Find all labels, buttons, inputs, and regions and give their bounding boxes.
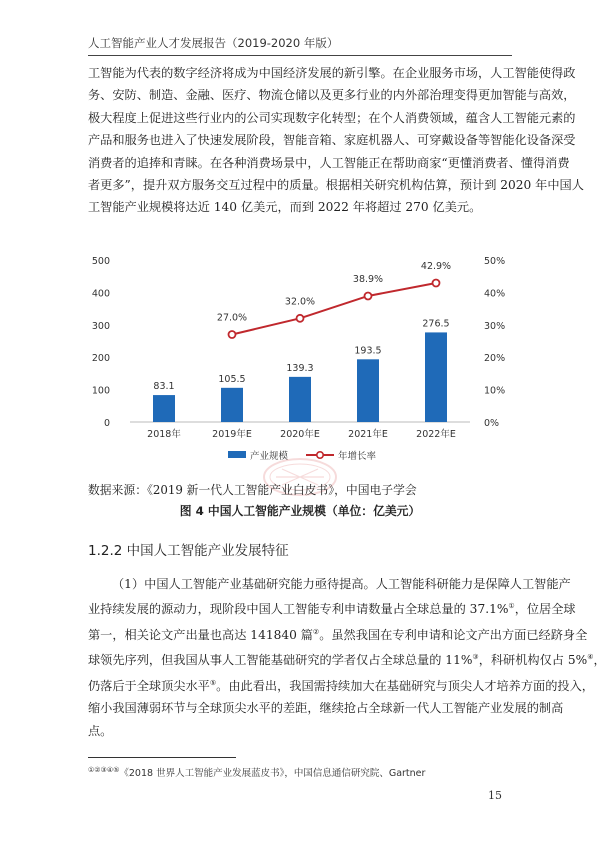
right-tick-label: 30% [484,320,506,332]
text-run: 球领先序列，但我国从事人工智能基础研究的学者仅占全球总量的 11% [88,653,473,668]
paragraph-1-line: 产品和服务也进入了快速发展阶段，智能音箱、家庭机器人、可穿戴设备等智能化设备深受 [88,133,576,148]
paragraph-2-line: 点。 [88,723,113,738]
text-run: ， [593,653,606,668]
paragraph-2-line [88,621,588,646]
growth-rate-point [365,292,372,299]
paragraph-1-line: 消费者的追捧和青睐。在各种消费场景中，人工智能正在帮助商家“更懂消费者、懂得消费 [88,155,570,170]
footnote-marks: ①②③④⑤ [88,765,120,774]
left-tick-label: 300 [91,320,110,332]
figure-caption: 图 4 中国人工智能产业规模（单位：亿美元） [179,504,421,518]
paragraph-1-line: 者更多”，提升双方服务交互过程中的质量。根据相关研究机构估算，预计到 2020 年中国人 [88,178,584,193]
paragraph-2-line: （1）中国人工智能产业基础研究能力亟待提高。人工智能科研能力是保障人工智能产 [112,577,571,591]
bar-value-label: 276.5 [422,318,450,330]
footnote-mark[interactable]: ③ [472,653,479,662]
footnote-mark[interactable]: ⑤ [209,678,217,687]
paragraph-2 [88,573,606,742]
section-heading: 1.2.2 中国人工智能产业发展特征 [88,543,289,559]
growth-rate-point [297,315,304,322]
industry-scale-chart [88,250,512,475]
left-tick-label: 200 [91,353,110,365]
bar-value-label: 139.3 [286,362,314,374]
footnote-mark[interactable]: ① [508,602,515,611]
category-label: 2018年 [147,429,181,440]
paragraph-2-line: 缩小我国薄弱环节与全球顶尖水平的差距，继续抢占全球新一代人工智能产业发展的制高 [88,701,564,716]
growth-rate-point [433,280,440,287]
header-rule [88,55,512,56]
footnote-mark[interactable]: ② [312,627,320,636]
text-run: 业持续发展的源动力，现阶段中国人工智能专利申请数量占全球总量的 37.1% [88,602,509,617]
category-label: 2020年E [280,429,320,440]
left-tick-label: 400 [91,288,110,300]
category-label: 2021年E [348,429,388,440]
text-run: 仍落后于全球顶尖水平 [88,678,210,693]
paragraph-2-line [88,646,606,671]
bar [153,395,175,422]
growth-rate-label: 38.9% [352,273,384,285]
bar-value-label: 193.5 [354,345,382,357]
paragraph-1-line: 工智能产业规模将达近 140 亿美元，而到 2022 年将超过 270 亿美元。 [88,200,482,215]
bar [289,377,311,422]
chart-source: 数据来源：《2019 新一代人工智能产业白皮书》，中国电子学会 [88,483,417,497]
footnote-rule [88,757,236,758]
footnote-mark[interactable]: ④ [587,653,594,662]
footnote [88,765,425,779]
legend-label: 产业规模 [250,451,289,462]
left-tick-label: 500 [91,256,110,267]
page-number: 15 [488,789,502,802]
category-label: 2022年E [416,429,456,440]
growth-rate-line [232,283,436,335]
paragraph-1-line: 极大程度上促进这些行业内的公司实现数字化转型；在个人消费领域，蕴含人工智能元素的 [88,110,576,125]
legend-swatch-bar [228,451,246,458]
bar [425,332,447,422]
bar-value-label: 105.5 [218,373,246,385]
growth-rate-point [229,331,236,338]
growth-rate-label: 32.0% [284,296,316,308]
right-tick-label: 50% [484,256,506,267]
growth-rate-label: 42.9% [420,261,452,273]
text-run: 。由此看出，我国需持续加大在基础研究与顶尖人才培养方面的投入， [216,678,594,693]
right-tick-label: 20% [484,353,506,365]
paragraph-2-line [88,672,594,697]
paragraph-1-line: 工智能为代表的数字经济将成为中国经济发展的新引擎。在企业服务市场，人工智能使得政 [88,66,576,80]
left-tick-label: 100 [91,385,110,397]
text-run: ，位居全球 [514,602,576,617]
right-tick-label: 0% [484,418,500,429]
running-header: 人工智能产业人才发展报告（2019-2020 年版） [88,36,339,50]
text-run: ，科研机构仅占 5% [478,653,588,668]
paragraph-2-line [88,595,576,620]
bar [357,359,379,422]
left-tick-label: 0 [103,418,110,429]
right-tick-label: 40% [484,288,506,300]
text-run: 。虽然我国在专利申请和论文产出方面已经跻身全 [319,627,588,642]
bar-value-label: 83.1 [153,381,175,393]
bar [221,388,243,422]
paragraph-1-line: 务、安防、制造、金融、医疗、物流仓储以及更多行业的内外部治理变得更加智能与高效， [88,88,576,103]
text-run: 第一，相关论文产出量也高达 141840 篇 [88,627,313,642]
right-tick-label: 10% [484,385,506,397]
paragraph-1 [88,62,584,219]
footnote-text: 《2018 世界人工智能产业发展蓝皮书》，中国信息通信研究院、Gartner [119,768,426,779]
category-label: 2019年E [212,429,252,440]
legend-label: 年增长率 [338,451,377,462]
growth-rate-label: 27.0% [216,312,248,324]
